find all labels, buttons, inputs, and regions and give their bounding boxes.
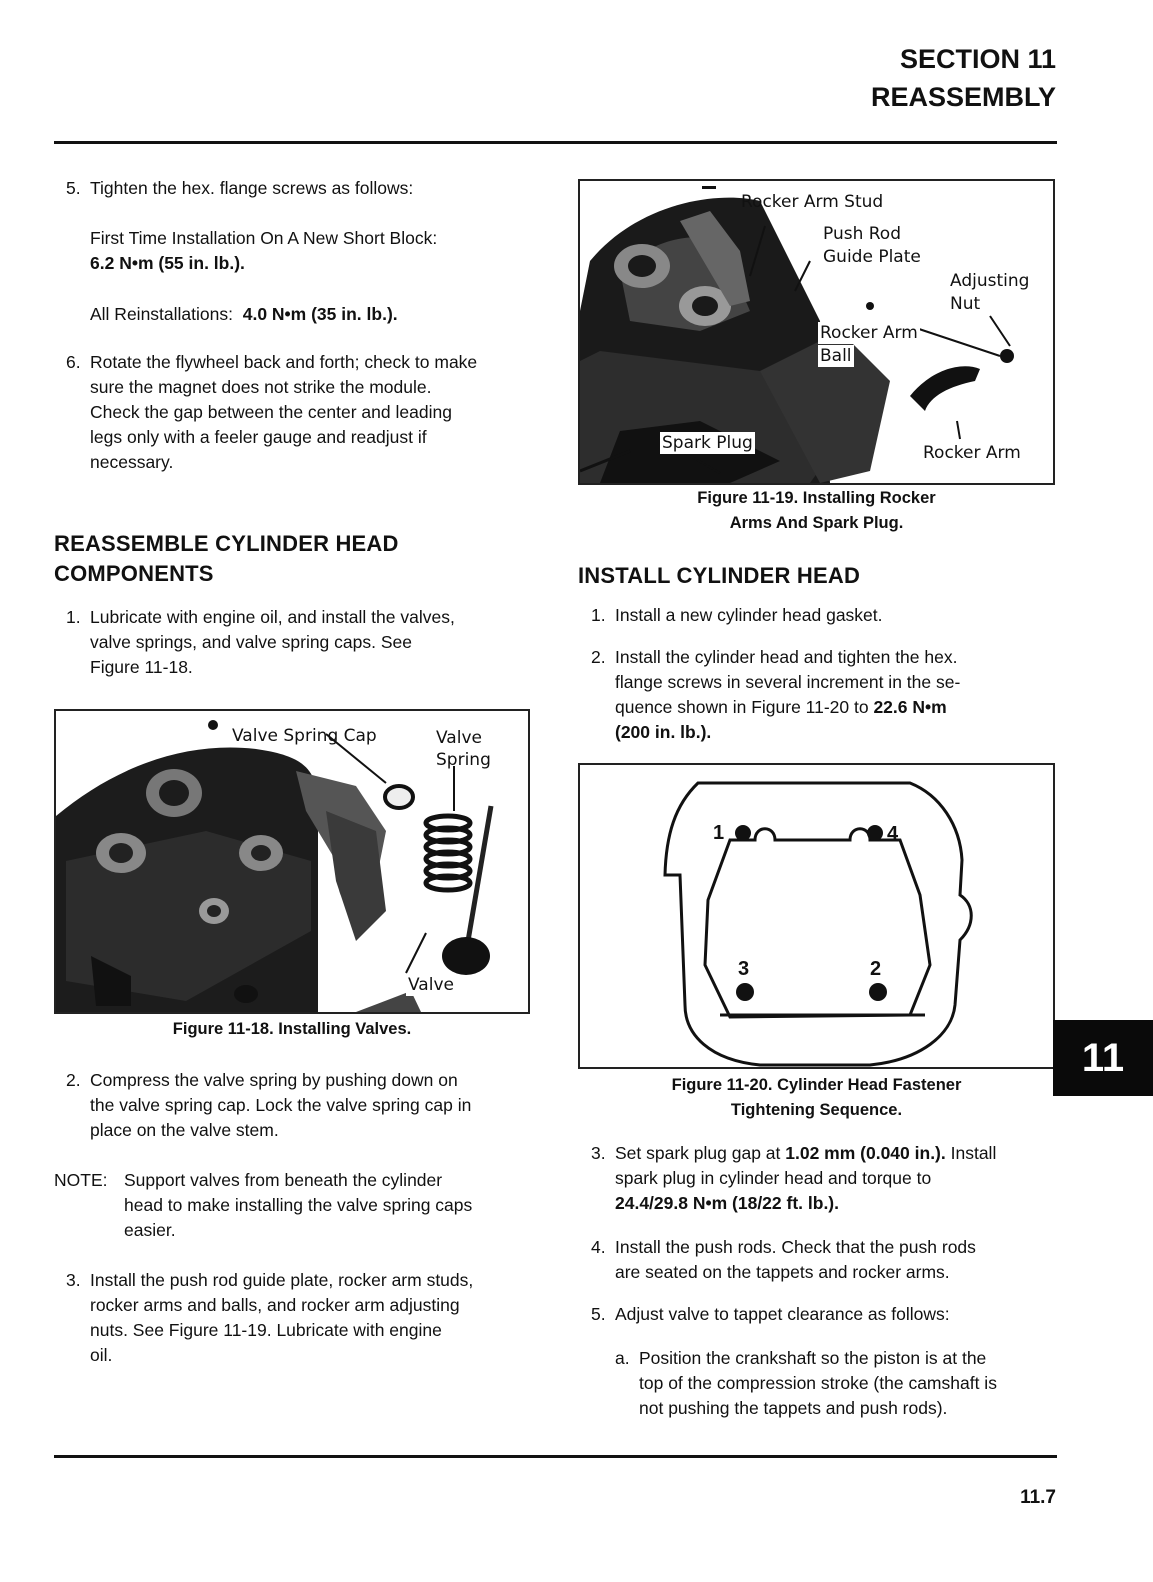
label-rocker-arm-stud: Rocker Arm Stud [741, 192, 884, 212]
right-step-2: 2. Install the cylinder head and tighten the hex. flange screws in several increment in the se- quence shown in Figure 11-20 to 22.6 N•m (200 in. lb.). [591, 647, 961, 742]
section-tab: 11 [1053, 1020, 1153, 1096]
caption-figure-11-19-line1: Figure 11-19. Installing Rocker [697, 489, 936, 507]
fastener-2: 2 [870, 958, 882, 980]
section-title: REASSEMBLY [870, 82, 1056, 112]
label-push-rod-2: Guide Plate [823, 247, 921, 267]
label-adjusting-nut-1: Adjusting [950, 271, 1030, 291]
left-step-6: 6. Rotate the flywheel back and forth; check to make sure the magnet does not strike the module. Check the gap between the center and leading legs only with a feeler gauge and readjust if necessary. [66, 352, 478, 472]
label-adjusting-nut-2: Nut [950, 294, 981, 314]
caption-figure-11-20-line2: Tightening Sequence. [730, 1101, 903, 1119]
right-step-3: 3. Set spark plug gap at 1.02 mm (0.040 in.). Install spark plug in cylinder head and torque to 24.4/29.8 N•m (18/22 ft. lb.). [591, 1143, 997, 1213]
header-rule [54, 141, 1057, 144]
figure-11-20 [578, 763, 1055, 1069]
rocker-arms-photo [580, 181, 1053, 483]
figure-11-18 [54, 709, 530, 1014]
caption-figure-11-18: Figure 11-18. Installing Valves. [172, 1020, 412, 1038]
figure-11-19 [578, 179, 1055, 485]
heading-reassemble-line2: COMPONENTS [54, 561, 214, 586]
heading-reassemble-line1: REASSEMBLE CYLINDER HEAD [54, 531, 399, 556]
footer-rule [54, 1455, 1057, 1458]
fastener-4: 4 [887, 823, 899, 845]
right-step-1: 1. Install a new cylinder head gasket. [591, 605, 883, 625]
cylinder-head-diagram [580, 765, 1053, 1067]
first-time-label: First Time Installation On A New Short Block: [90, 228, 438, 248]
heading-install-cylinder-head: INSTALL CYLINDER HEAD [578, 563, 861, 588]
label-valve: Valve [408, 975, 454, 995]
label-valve-spring-cap: Valve Spring Cap [232, 726, 377, 746]
label-rocker-arm-ball-1: Rocker Arm [820, 323, 918, 343]
left-step-3: 3. Install the push rod guide plate, rocker arm studs, rocker arms and balls, and rocker arm adjusting nuts. See Figure 11-19. Lubricate with engine oil. [66, 1270, 474, 1365]
section-number: SECTION 11 [899, 44, 1056, 74]
all-reinstallations: All Reinstallations: 4.0 N•m (35 in. lb.). [90, 304, 398, 324]
label-valve-spring-1: Valve [436, 728, 482, 748]
right-step-4: 4. Install the push rods. Check that the push rods are seated on the tappets and rocker arms. [591, 1237, 976, 1282]
label-spark-plug: Spark Plug [662, 433, 753, 453]
left-step-2: 2. Compress the valve spring by pushing down on the valve spring cap. Lock the valve spring cap in place on the valve stem. [66, 1070, 472, 1140]
left-step-1: 1. Lubricate with engine oil, and install the valves, valve springs, and valve spring caps. See Figure 11-18. [66, 607, 455, 677]
left-step-5: 5. Tighten the hex. flange screws as follows: [66, 178, 414, 198]
label-valve-spring-2: Spring [436, 750, 491, 770]
first-time-value: 6.2 N•m (55 in. lb.). [90, 253, 245, 273]
caption-figure-11-19-line2: Arms And Spark Plug. [729, 514, 904, 532]
right-step-5: 5. Adjust valve to tappet clearance as follows: [591, 1304, 950, 1324]
page-number: 11.7 [1020, 1487, 1056, 1508]
fastener-3: 3 [738, 958, 750, 980]
fastener-1: 1 [713, 822, 725, 844]
label-rocker-arm: Rocker Arm [923, 443, 1021, 463]
right-step-a: a. Position the crankshaft so the piston is at the top of the compression stroke (the camshaft is not pushing the tappets and push rods). [615, 1348, 997, 1418]
label-push-rod-1: Push Rod [823, 224, 902, 244]
caption-figure-11-20-line1: Figure 11-20. Cylinder Head Fastener [671, 1076, 962, 1094]
label-rocker-arm-ball-2: Ball [820, 346, 852, 366]
note: NOTE: Support valves from beneath the cylinder head to make installing the valve spring caps easier. [54, 1170, 473, 1240]
